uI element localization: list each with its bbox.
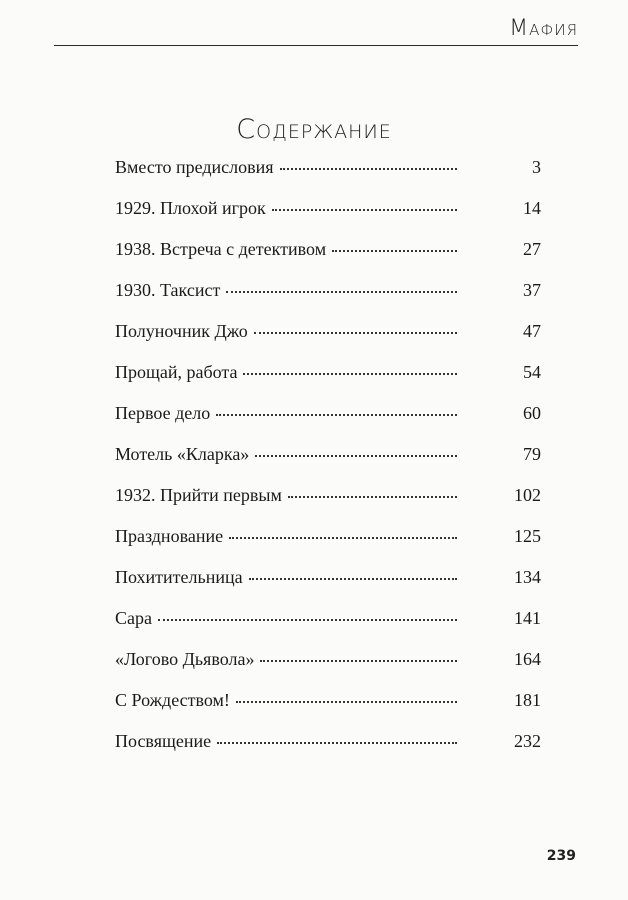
leader-dots-wrap <box>282 499 463 501</box>
leader-dots-wrap <box>266 212 463 214</box>
toc-entry-page: 60 <box>523 403 541 423</box>
leader-dots <box>229 537 457 539</box>
toc-entry-title: Похитительница <box>115 567 243 587</box>
toc-entry[interactable] <box>115 690 541 731</box>
toc-entry[interactable] <box>115 731 541 772</box>
toc-entry[interactable] <box>115 567 541 608</box>
leader-dots <box>249 578 457 580</box>
toc-entry-page: 37 <box>523 280 541 300</box>
toc-entry-title: «Логово Дьявола» <box>115 649 255 669</box>
leader-dots <box>272 209 457 211</box>
toc-entry-title: 1929. Плохой игрок <box>115 198 266 218</box>
leader-dots <box>217 742 457 744</box>
leader-dots <box>158 619 457 621</box>
leader-dots <box>260 660 457 662</box>
toc-entry-title: Вместо предисловия <box>115 157 274 177</box>
toc-entry[interactable] <box>115 280 541 321</box>
toc-entry[interactable] <box>115 444 541 485</box>
leader-dots <box>243 373 457 375</box>
toc-title: Содержание <box>236 114 392 146</box>
leader-dots-wrap <box>223 540 463 542</box>
toc-entry[interactable] <box>115 649 541 690</box>
toc-entry-page: 54 <box>523 362 541 382</box>
leader-dots-wrap <box>248 335 463 337</box>
toc-entry-title: Полуночник Джо <box>115 321 248 341</box>
leader-dots-wrap <box>211 745 463 747</box>
toc-entry[interactable] <box>115 239 541 280</box>
toc-entry-title: 1932. Прийти первым <box>115 485 282 505</box>
toc-entry-title: 1930. Таксист <box>115 280 221 300</box>
toc-entry-page: 232 <box>514 731 541 751</box>
leader-dots-wrap <box>230 704 463 706</box>
toc-entry[interactable] <box>115 321 541 362</box>
leader-dots <box>288 496 457 498</box>
toc-entry-page: 125 <box>514 526 541 546</box>
toc-entry-page: 47 <box>523 321 541 341</box>
leader-dots-wrap <box>249 458 463 460</box>
running-header <box>0 0 628 50</box>
leader-dots-wrap <box>237 376 463 378</box>
leader-dots <box>216 414 457 416</box>
toc-entry[interactable] <box>115 608 541 649</box>
toc-entry-title: Прощай, работа <box>115 362 238 382</box>
toc-entry-page: 3 <box>532 157 541 177</box>
toc-entry-title: Мотель «Кларка» <box>115 444 250 464</box>
toc-entry-page: 141 <box>514 608 541 628</box>
leader-dots-wrap <box>210 417 463 419</box>
toc-entry-title: 1938. Встреча с детективом <box>115 239 327 259</box>
toc-entry-page: 181 <box>514 690 541 710</box>
toc-entry-title: Сара <box>115 608 152 628</box>
toc-entry-page: 102 <box>514 485 541 505</box>
leader-dots <box>236 701 457 703</box>
toc-entry-page: 14 <box>523 198 541 218</box>
toc-entry-page: 134 <box>514 567 541 587</box>
toc-list <box>115 157 541 772</box>
toc-entry-page: 79 <box>523 444 541 464</box>
toc-entry[interactable] <box>115 362 541 403</box>
leader-dots-wrap <box>152 622 463 624</box>
leader-dots <box>255 455 457 457</box>
leader-dots-wrap <box>220 294 463 296</box>
page-number: 239 <box>546 848 576 864</box>
running-title: Мафия <box>509 16 578 41</box>
toc-entry[interactable] <box>115 157 541 198</box>
leader-dots-wrap <box>274 171 463 173</box>
header-rule <box>54 45 578 46</box>
leader-dots <box>332 250 457 252</box>
toc-entry[interactable] <box>115 485 541 526</box>
leader-dots-wrap <box>326 253 463 255</box>
leader-dots-wrap <box>243 581 463 583</box>
toc-entry[interactable] <box>115 526 541 567</box>
leader-dots <box>254 332 457 334</box>
toc-entry-page: 27 <box>523 239 541 259</box>
toc-entry-title: Празднование <box>115 526 224 546</box>
toc-entry[interactable] <box>115 198 541 239</box>
toc-entry-page: 164 <box>514 649 541 669</box>
toc-entry[interactable] <box>115 403 541 444</box>
toc-entry-title: Первое дело <box>115 403 211 423</box>
toc-entry-title: Посвящение <box>115 731 212 751</box>
toc-entry-title: С Рождеством! <box>115 690 230 710</box>
leader-dots <box>226 291 457 293</box>
leader-dots-wrap <box>254 663 463 665</box>
leader-dots <box>280 168 457 170</box>
